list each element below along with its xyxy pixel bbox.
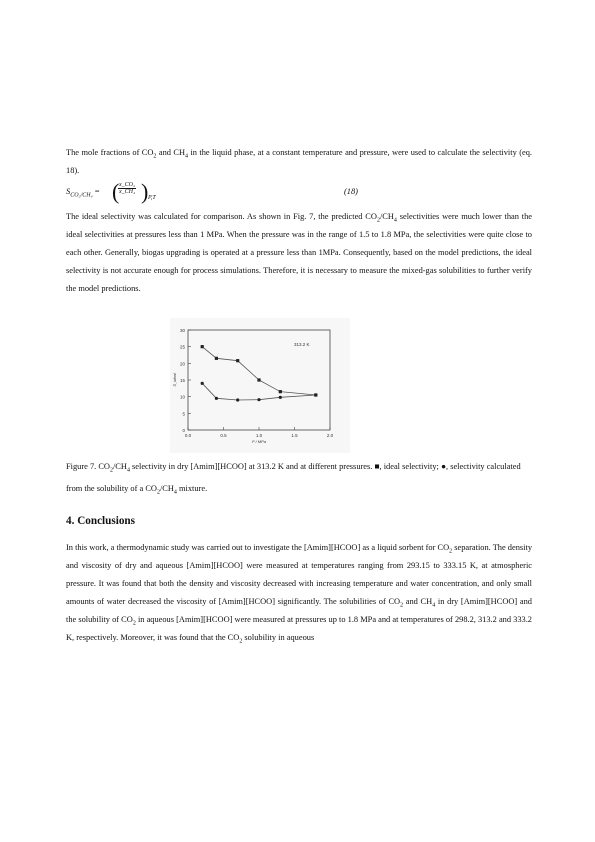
y-tick-label: 10 [179,394,185,400]
subscript: 4 [432,602,436,609]
y-tick-label: 25 [179,344,185,350]
text-span: The mole fractions of CO [66,148,154,157]
text-span: in dry [Amim][HCOO] and the solubility of CO [66,597,532,624]
square-data-point [201,345,204,348]
y-tick-label: 5 [182,411,185,417]
y-axis-label: S_ideal [172,373,177,387]
y-tick-label: 0 [182,428,185,433]
circle-data-point [279,396,282,399]
series-line-square [202,347,316,395]
circle-marker-icon: ● [440,462,446,471]
equation-equals: = [92,187,100,196]
text-span: selectivities were much lower than the ideal selectivities at pressures less than 1 MPa. When the pressure was in the range of 1.5 to 1.8 MPa, the selectivities were quite close to each other. Generally, biogas upgrading is operated at a pressure less than 1MPa. Consequently, based on the model predictions, the ideal selectivity is not accurate enough for process simulations. Therefore, it is necessary to measure the mixed-gas solubilities to further verify the model predictions. [66,212,532,293]
equation-symbol: S [66,187,71,196]
text-span: mixture. [176,483,208,493]
text-span: solubility in aqueous [242,633,315,642]
subscript: 4 [185,153,189,160]
square-data-point [236,359,239,362]
subscript: 2 [239,638,243,645]
section-heading: 4. Conclusions [66,515,136,527]
paragraph-conclusions [66,539,532,647]
chart-annotation: 313.2 K [294,342,310,347]
text-span: , ideal selectivity; [379,462,441,471]
x-tick-label: 2.0 [326,433,334,438]
x-tick-label: 0.0 [184,433,192,438]
subscript: 4 [173,489,177,496]
circle-data-point [257,398,260,401]
text-span: in aqueous [Amim][HCOO] were measured at pressures up to 1.8 MPa and at temperatures of 298.2, 313.2 and 333.2 K, respectively. Moreover, it was found that the CO [66,615,532,642]
text-span: /CH [112,462,127,471]
text-span: separation. The density and viscosity of dry and aqueous [Amim][HCOO] were measured at temperatures ranging from 293.15 to 333.15 K, at atmospheric pressure. It was found that both the density and viscosity decreased with increasing temperature and water concentration, and only small amounts of water decreased the viscosity of [Amim][HCOO] significantly. The solubilities of CO [66,543,533,606]
circle-data-point [314,393,317,396]
equation-lhs-subscript: CO₂/CH₄ [70,192,93,199]
circle-data-point [215,397,218,400]
equation-right-paren: ) [141,179,149,204]
equation-left-paren: ( [112,179,120,204]
square-data-point [257,378,260,381]
series-line-circle [202,383,316,400]
text-span: , selectivity calculated from the solubility of a CO [66,462,521,493]
y-tick-label: 15 [179,378,185,383]
subscript: 4 [393,217,397,224]
text-span: in the liquid phase, at a constant temperature and pressure, were used to calculate the selectivity (eq. 18). [66,148,532,175]
equation-number: (18) [344,187,358,196]
subscript: 2 [400,602,404,609]
subscript: 4 [126,467,130,474]
subscript: 2 [156,489,160,496]
fraction-numerator: x_CO₂ [119,182,136,188]
text-span: In this work, a thermodynamic study was carried out to investigate the [Amim][HCOO] as a liquid sorbent for CO [66,543,450,552]
subscript: 2 [109,467,113,474]
figure-7 [170,318,350,453]
subscript: 2 [132,620,136,627]
text-span: and CH [156,148,186,157]
text-span: and CH [403,597,433,606]
figure-caption [66,458,532,501]
fraction-denominator: x_CH₄ [119,189,136,195]
subscript: 2 [449,548,453,555]
x-axis-label: P / MPa [251,439,267,444]
y-tick-label: 20 [179,361,185,367]
circle-data-point [201,382,204,385]
square-data-point [279,390,282,393]
subscript: 2 [376,217,380,224]
text-span: /CH [159,483,174,493]
equation-fraction [118,182,136,195]
x-tick-label: 1.5 [291,433,298,438]
y-tick-label: 30 [179,328,185,333]
equation-lhs [66,187,100,199]
subscript: 2 [153,153,157,160]
paragraph-mole-fractions [66,144,532,180]
circle-data-point [236,398,239,401]
selectivity-chart [170,318,350,453]
square-data-point [215,357,218,360]
square-marker-icon: ■ [374,462,380,471]
text-span: The ideal selectivity was calculated for comparison. As shown in Fig. 7, the predicted CO [66,212,377,221]
equation-pt-subscript: P,T [148,195,156,201]
text-span: selectivity in dry [Amim][HCOO] at 313.2 K and at different pressures. [129,462,375,471]
x-tick-label: 0.5 [220,433,227,438]
text-span: Figure 7. CO [66,462,110,471]
x-tick-label: 1.0 [255,433,263,438]
paragraph-ideal-selectivity [66,208,532,298]
equation-18 [66,180,532,210]
text-span: /CH [379,212,394,221]
